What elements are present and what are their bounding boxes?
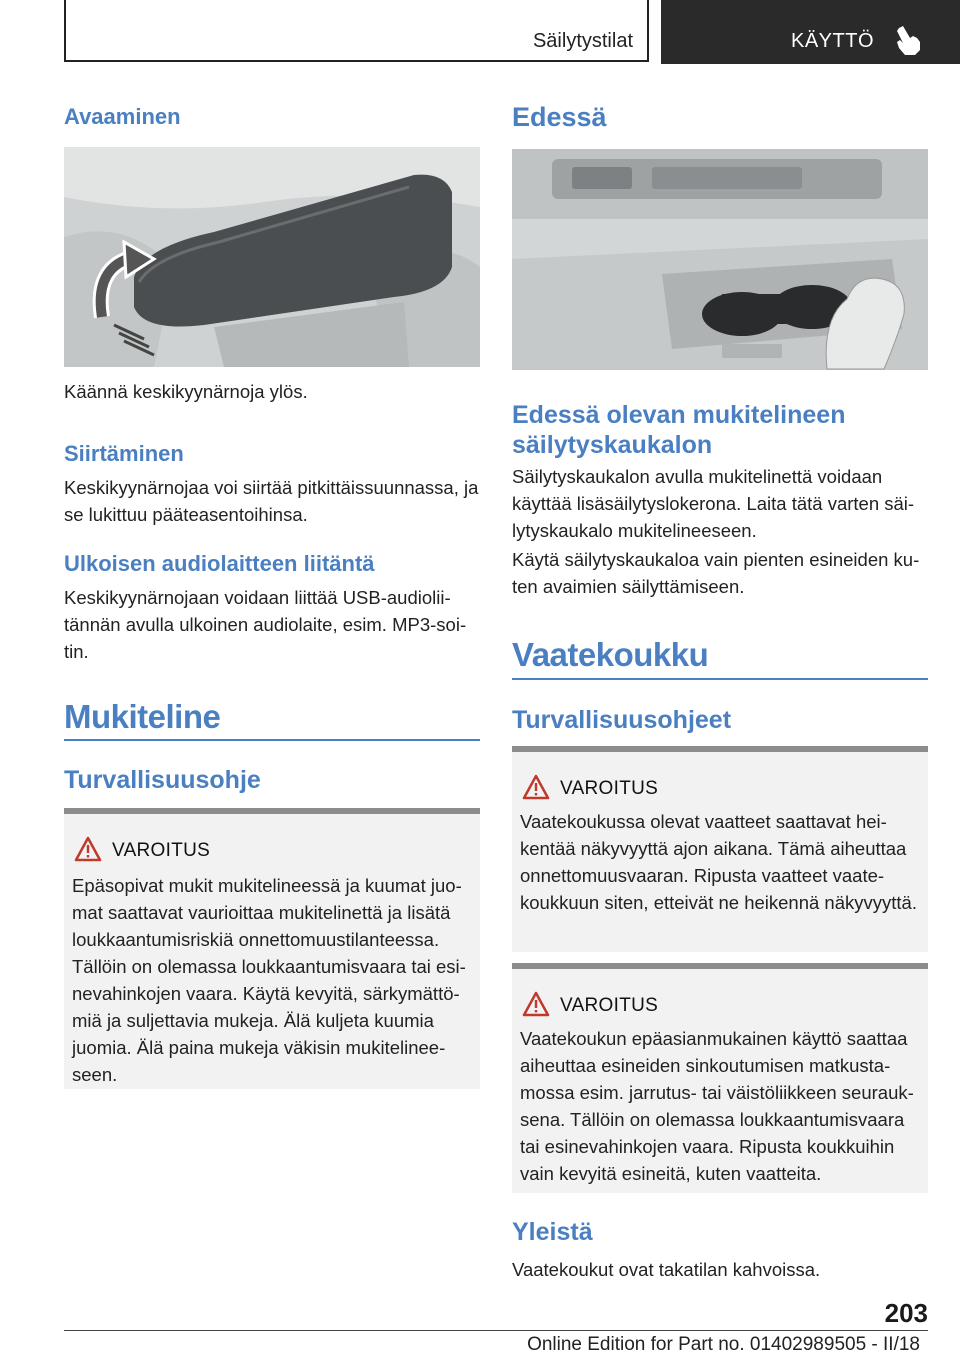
warning-text: Vaatekoukussa olevat vaatteet saattavat heikentää näkyvyyttä ajon aikana. Tämä aiheuttaa onnettomuusvaaran. Ripusta vaatteet vaatekoukkuun siten, etteivät ne heikennä näkyvyyttä.: [520, 811, 917, 913]
cupholder-rule: [64, 739, 480, 741]
left-column: [64, 0, 480, 1300]
warning-title: VAROITUS: [112, 840, 211, 861]
warning-text: Epäsopivat mukit mukitelineessä ja kuumat juomat saattavat vaurioittaa mukitelinettä ja lisätä loukkaantumisriskiä onnettomuustilanteessa. Tällöin on olemassa loukkaantumisvaara tai esinevahinkojen vaara. Käytä kevyitä, särkymättömiä ja suljettavia mukeja. Älä kuljeta kuumia juomia. Älä paina mukeja väkisin mukitelineeseen.: [72, 875, 466, 1085]
warning-triangle-icon: [74, 836, 102, 862]
cupholder-heading: Mukiteline: [64, 698, 221, 735]
general-text: Vaatekoukut ovat takatilan kahvoissa.: [512, 1259, 821, 1280]
hook-rule: [512, 678, 928, 680]
general-heading: Yleistä: [512, 1218, 593, 1246]
warning-text: Vaatekoukun epäasianmukainen käyttö saattaa aiheuttaa esineiden sinkoutumisen matkustamossa esim. jarrutus- tai väistöliikkeen seurauksena. Tällöin on olemassa loukkaantumisvaara tai esinevahinkojen vaara. Ripusta koukkuihin vain kevyitä esineitä, kuten vaatteita.: [520, 1028, 914, 1184]
audio-heading: Ulkoisen audiolaitteen liitäntä: [64, 551, 375, 576]
front-cupholder-illustration: [512, 149, 928, 370]
armrest-opening-illustration: [64, 147, 480, 367]
page-number: 203: [884, 1298, 928, 1328]
warning-triangle-icon: [522, 991, 550, 1017]
right-column: [512, 0, 928, 1300]
hook-safety-heading: Turvallisuusohjeet: [512, 706, 732, 734]
warning-title: VAROITUS: [560, 995, 659, 1016]
section-title: Säilytystilat: [532, 30, 633, 52]
front-heading: Edessä: [512, 102, 607, 132]
warning-box-2: [512, 963, 928, 1193]
edition-note: Online Edition for Part no. 01402989505 - II/18: [527, 1334, 920, 1355]
warning-box-1: [512, 746, 928, 952]
storage-heading: Edessä olevan mukitelineen säilytyskaukalon: [512, 401, 846, 459]
moving-text: Keskikyynärnojaa voi siirtää pitkittäissuunnassa, ja se lukittuu pääteasentoihinsa.: [64, 477, 479, 525]
audio-text: Keskikyynärnojaan voidaan liittää USB-audioliitännän avulla ulkoinen audiolaite, esim. MP3-soitin.: [64, 587, 467, 662]
opening-heading: Avaaminen: [64, 104, 181, 129]
hook-heading: Vaatekoukku: [512, 636, 709, 673]
moving-heading: Siirtäminen: [64, 441, 184, 466]
footer-rule: [64, 1330, 928, 1331]
opening-text: Käännä keskikyynärnoja ylös.: [64, 381, 308, 402]
storage-text-2: Käytä säilytyskaukaloa vain pienten esineiden kuten avaimien säilyttämiseen.: [512, 549, 920, 597]
warning-title: VAROITUS: [560, 778, 659, 799]
chapter-title: KÄYTTÖ: [791, 30, 875, 52]
safety-heading: Turvallisuusohje: [64, 766, 261, 794]
warning-triangle-icon: [522, 774, 550, 800]
storage-text-1: Säilytyskaukalon avulla mukitelinettä voidaan käyttää lisäsäilytyslokerona. Laita tätä varten säilytyskaukalo mukitelineeseen.: [512, 466, 915, 541]
warning-box: [64, 808, 480, 1089]
